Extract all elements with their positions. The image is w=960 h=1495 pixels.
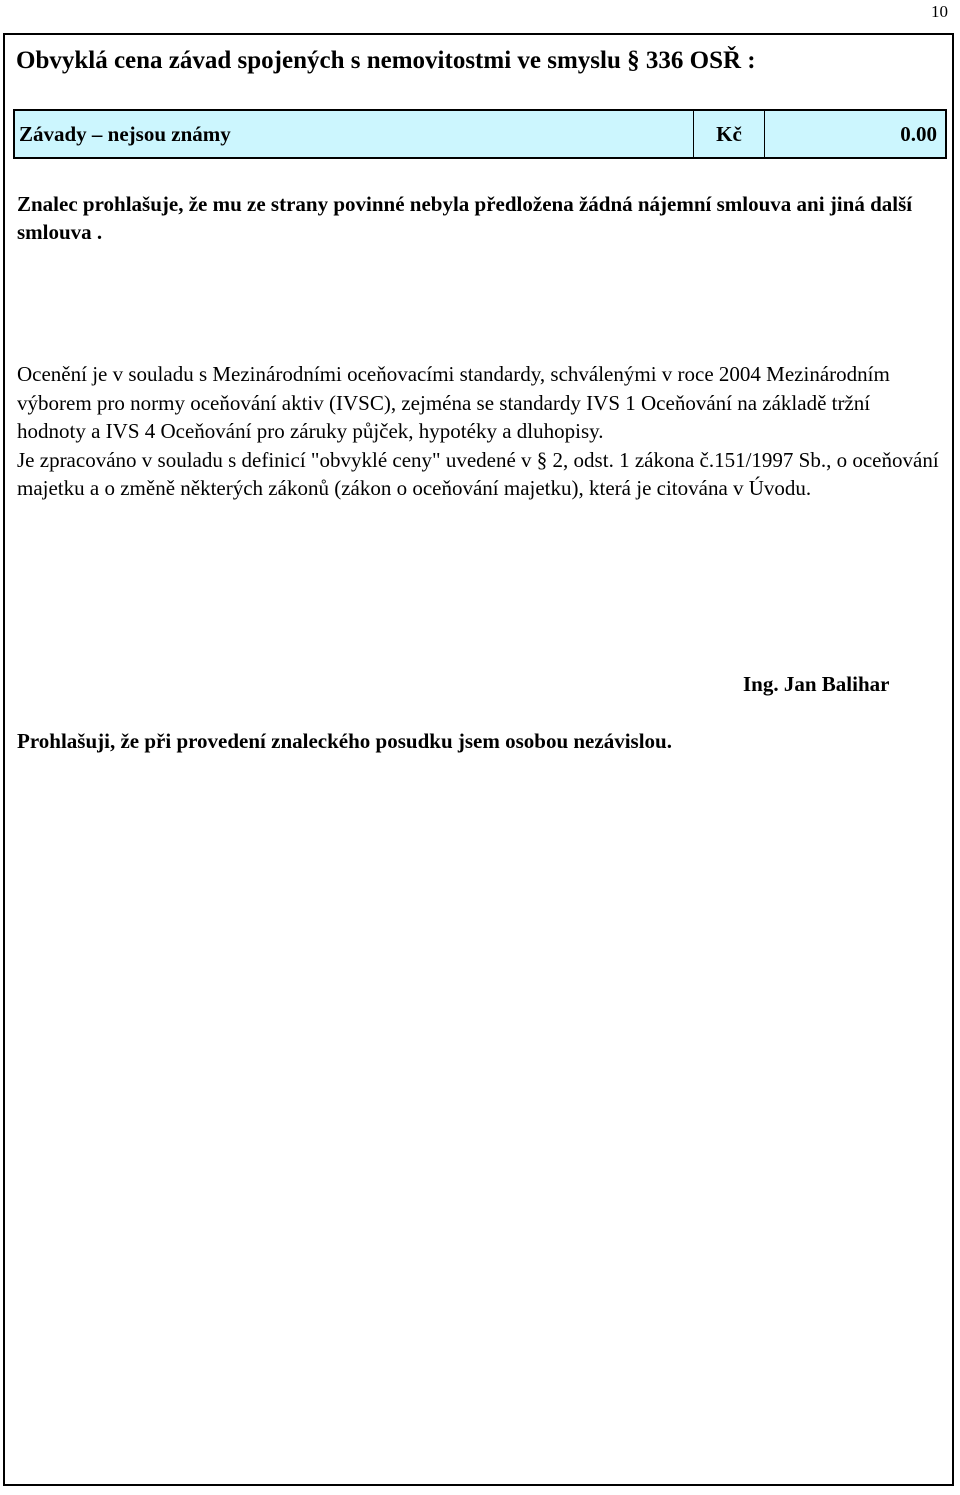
defects-currency: Kč (694, 111, 765, 157)
signature-name: Ing. Jan Balihar (743, 672, 890, 696)
page-number: 10 (931, 2, 948, 21)
defects-value: 0.00 (900, 121, 937, 146)
section-title: Obvyklá cena závad spojených s nemovitostmi ve smyslu § 336 OSŘ : (16, 47, 756, 74)
valuation-paragraph: Je zpracováno v souladu s definicí "obvyklé ceny" uvedené v § 2, odst. 1 zákona č.151/1997 Sb., o oceňování majetku a o změně některých zákonů (zákon o oceňování majetku), která je citována v Úvodu. (17, 447, 939, 500)
defects-row (13, 109, 947, 159)
valuation-paragraph: Ocenění je v souladu s Mezinárodními oceňovacími standardy, schválenými v roce 2004 Mezinárodním výborem pro normy oceňování aktiv (IVSC), zejména se standardy IVS 1 Oceňování na základě tržní hodnoty a IVS 4 Oceňování pro záruky půjček, hypotéky a dluhopisy. (17, 362, 890, 443)
defects-label: Závady – nejsou známy (15, 111, 694, 157)
expert-statement: Znalec prohlašuje, že mu ze strany povinné nebyla předložena žádná nájemní smlouva ani jiná další smlouva . (17, 192, 913, 244)
page-frame (3, 33, 954, 1486)
independence-declaration: Prohlašuji, že při provedení znaleckého posudku jsem osobou nezávislou. (17, 729, 672, 753)
valuation-text (17, 360, 942, 503)
